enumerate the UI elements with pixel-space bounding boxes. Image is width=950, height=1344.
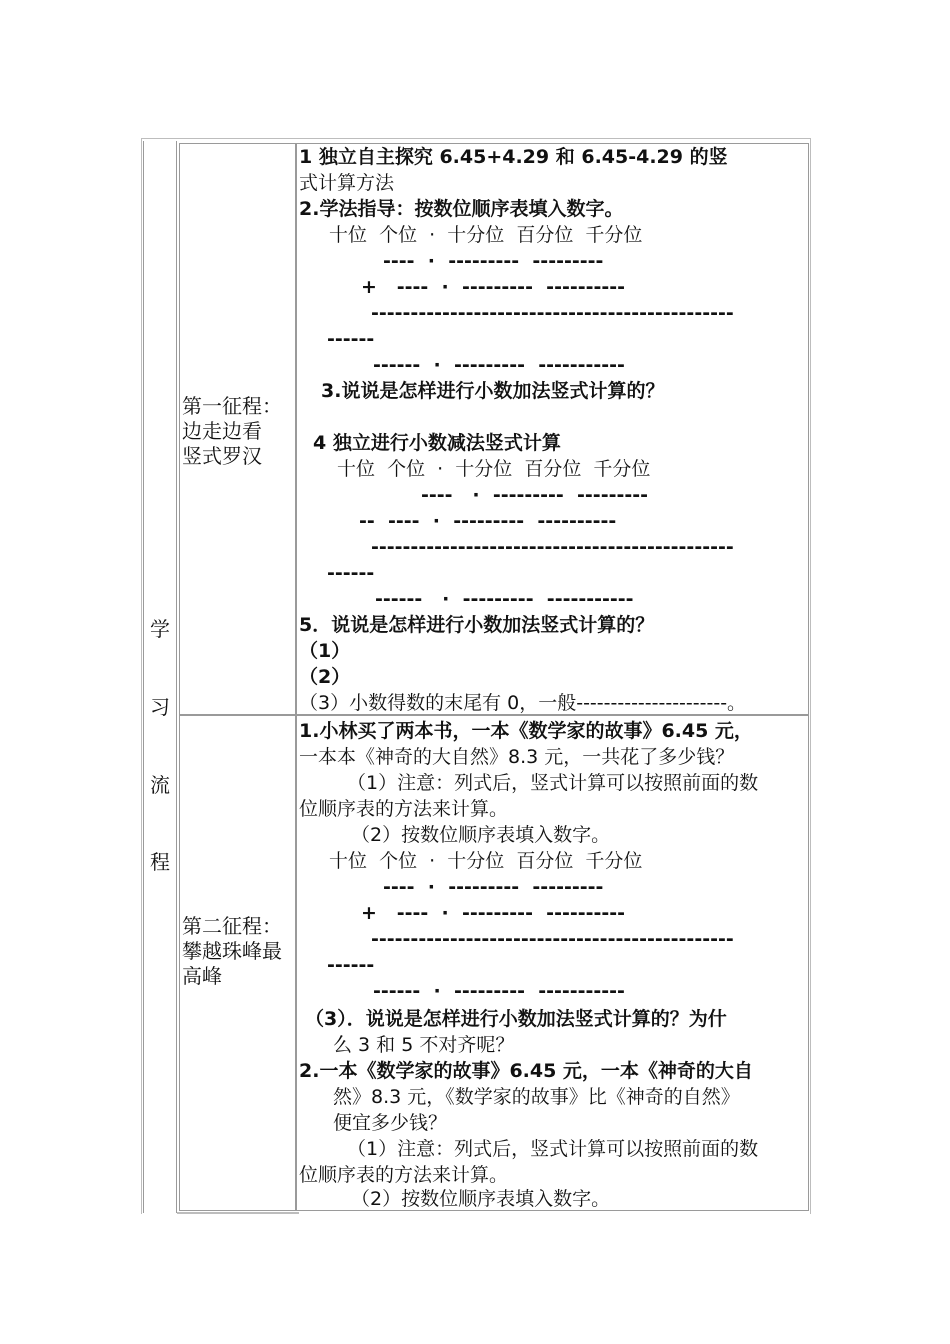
task-line: （3）小数得数的末尾有 0，一般----------------------。	[299, 692, 747, 714]
stage2-label-line: 高峰	[182, 964, 222, 988]
divider-line: ------	[327, 562, 375, 584]
section-label-char: 学	[150, 617, 170, 641]
task-line: 4 独立进行小数减法竖式计算	[313, 432, 561, 454]
task-line: 1 独立自主探究 6.45+4.29 和 6.45-4.29 的竖	[299, 146, 728, 168]
stage1-label-line: 竖式罗汉	[182, 444, 262, 468]
stage1-content-cell	[296, 143, 809, 715]
section-label-char: 程	[150, 850, 170, 874]
blank-row: ------ · --------- -----------	[373, 354, 625, 376]
divider-line: ------	[327, 954, 375, 976]
stage1-label-line: 第一征程：	[182, 394, 282, 418]
section-label-char: 流	[150, 773, 170, 797]
task-line: 便宜多少钱？	[333, 1112, 448, 1134]
task-line: （2）按数位顺序表填入数字。	[351, 1188, 611, 1210]
table-bottom-border	[177, 1212, 299, 1214]
place-value-header: 十位 个位 · 十分位 百分位 千分位	[329, 850, 643, 872]
task-line: （3）．说说是怎样进行小数加法竖式计算的？为什	[305, 1008, 727, 1030]
stage2-label-line: 第二征程：	[182, 914, 282, 938]
task-line: 3.说说是怎样进行小数加法竖式计算的？	[321, 380, 665, 402]
task-line: 式计算方法	[299, 172, 395, 194]
blank-row: ------ · --------- -----------	[375, 588, 634, 610]
task-line: 1.小林买了两本书，一本《数学家的故事》6.45 元，	[299, 720, 753, 742]
task-line: （1）注意：列式后，竖式计算可以按照前面的数	[347, 1138, 759, 1160]
task-line: 2.一本《数学家的故事》6.45 元，一本《神奇的大自	[299, 1060, 753, 1082]
stage1-label	[182, 394, 300, 469]
stage2-label-cell	[179, 715, 296, 1211]
blank-row: + ---- · --------- ----------	[361, 276, 626, 298]
task-line: （2）按数位顺序表填入数字。	[351, 824, 611, 846]
divider-line: ----------------------------------------------	[371, 302, 734, 324]
blank-row: ---- · --------- ---------	[383, 876, 604, 898]
task-line: 位顺序表的方法来计算。	[299, 1164, 509, 1186]
divider-line: ----------------------------------------------	[371, 928, 734, 950]
task-line: （1）	[299, 640, 351, 662]
stage1-label-cell	[179, 143, 296, 715]
blank-row: + ---- · --------- ----------	[361, 902, 626, 924]
task-line: （2）	[299, 666, 351, 688]
place-value-header: 十位 个位 · 十分位 百分位 千分位	[329, 224, 643, 246]
stage2-label	[182, 914, 300, 989]
task-line: （1）注意：列式后，竖式计算可以按照前面的数	[347, 772, 759, 794]
divider-line: ------	[327, 328, 375, 350]
section-label-char: 习	[150, 695, 170, 719]
task-line: 然》8.3 元，《数学家的故事》比《神奇的自然》	[333, 1086, 740, 1108]
blank-row: ---- · --------- ---------	[421, 484, 649, 506]
stage2-label-line: 攀越珠峰最	[182, 939, 282, 963]
task-line: 2.学法指导：按数位顺序表填入数字。	[299, 198, 624, 220]
divider-line: ----------------------------------------------	[371, 536, 734, 558]
stage1-label-line: 边走边看	[182, 419, 262, 443]
task-line: 么 3 和 5 不对齐呢？	[333, 1034, 515, 1056]
task-line: 一本本《神奇的大自然》8.3 元，一共花了多少钱？	[299, 746, 735, 768]
section-label-column	[143, 141, 177, 1213]
task-line: 5．说说是怎样进行小数加法竖式计算的？	[299, 614, 655, 636]
blank-row: -- ---- · --------- ----------	[359, 510, 617, 532]
stage2-content-cell	[296, 715, 809, 1211]
blank-row: ------ · --------- -----------	[373, 980, 625, 1002]
blank-row: ---- · --------- ---------	[383, 250, 604, 272]
task-line: 位顺序表的方法来计算。	[299, 798, 509, 820]
place-value-header: 十位 个位 · 十分位 百分位 千分位	[337, 458, 651, 480]
